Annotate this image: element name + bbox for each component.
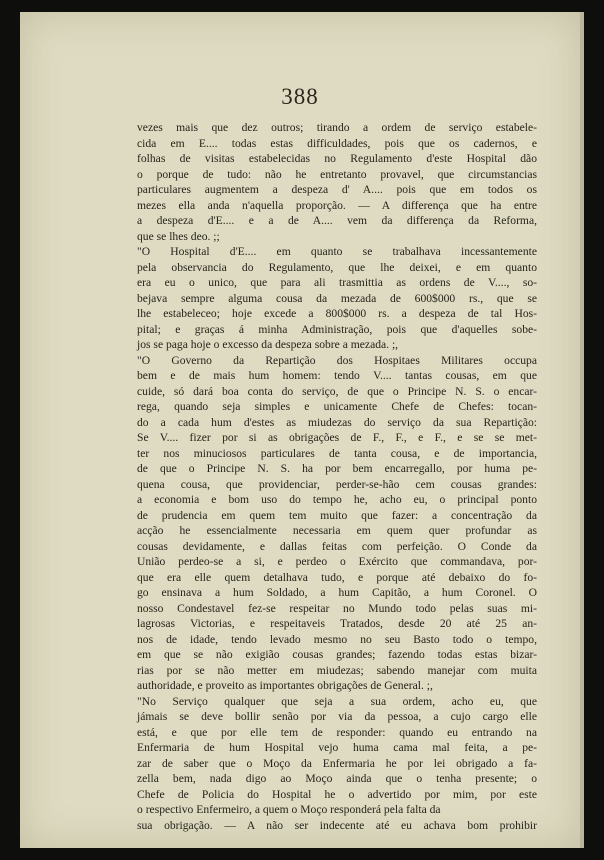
text-line: que se lhes deo. ;;	[137, 229, 220, 243]
text-line: que era elle quem detalhava tudo, e porque até debaixo do fo-	[137, 570, 537, 584]
text-line: authoridade, e proveito as importantes obrigações de General. ;,	[137, 679, 433, 692]
text-line: lhe estabeleceo; hoje excede a 800$000 rs. a despeza de tal Hos-	[137, 307, 537, 320]
text-line: sua obrigação. — A não ser indecente até eu achava bom prohibir	[137, 818, 537, 832]
text-line: cida em E.... todas estas difficuldades, pois que os cadernos, e	[137, 136, 537, 150]
text-line: do a cada hum d'estes as miudezas do serviço da sua Repartição:	[137, 415, 537, 429]
text-line: Chefe de Policia do Hospital he o advertido por mim, por este	[137, 787, 537, 801]
text-line: era eu o unico, que para ali trasmittia as ordens de V...., so-	[137, 276, 537, 289]
text-line: go ensinava a hum Soldado, a hum Capitão, a hum Coronel. O	[137, 586, 537, 599]
text-line: de prudencia em quem tem muito que fazer: a concentração da	[137, 508, 537, 522]
text-line: a economia e bom uso do tempo he, acho eu, o principal ponto	[137, 493, 537, 506]
text-line: lagrosas Victorias, e respeitaveis Tratados, desde 20 até 25 an-	[137, 617, 537, 630]
text-line: zar de saber que o Moço da Enfermaria he por lei obrigado a fa-	[137, 756, 537, 770]
text-line: nos de idade, tendo levado mesmo no seu Basto todo o tempo,	[137, 632, 537, 646]
text-line: mezes ella anda n'aquella proporção. — A differença que ha entre	[137, 198, 537, 212]
text-line: Se V.... fizer por si as obrigações de F., F., e F., e se se met-	[137, 431, 537, 444]
text-line: zella bem, nada digo ao Moço ainda que o tenha presente; o	[137, 772, 537, 785]
text-line: quena cousa, que providenciar, perder-se-hão cem cousas grandes:	[137, 477, 537, 491]
text-line: pital; e graças á minha Administração, pois que d'aquelles sobe-	[137, 322, 537, 336]
text-line: "O Hospital d'E.... em quanto se trabalhava incessantemente	[137, 245, 537, 258]
text-line: pela observancia do Regulamento, que lhe deixei, e em quanto	[137, 260, 537, 274]
text-line: de que o Principe N. S. ha por bem encarregallo, por huma pe-	[137, 462, 537, 475]
book-page	[20, 12, 580, 848]
text-line: rega, quando seja simples e unicamente Chefe de Chefes: tocan-	[137, 400, 537, 413]
text-line: o porque de tudo: não he entretanto provavel, que circumstancias	[137, 167, 537, 181]
page-edge	[580, 12, 584, 848]
text-line: União perdeo-se a si, e perdeo o Exército que commandava, por-	[137, 555, 537, 568]
text-line: particulares augmentem a despeza d' A.... pois que em todos os	[137, 183, 537, 196]
text-line: acção he essencialmente necessaria em quem quer profundar as	[137, 524, 537, 537]
text-line: bejava sempre alguma cousa da mezada de 600$000 rs., que se	[137, 291, 537, 305]
text-line: "O Governo da Repartição dos Hospitaes Militares occupa	[137, 353, 537, 367]
text-line: em que se não exigião cousas grandes; fazendo todas estas bizar-	[137, 648, 537, 661]
text-line: está, e que por elle tem de responder: quando eu entrando na	[137, 725, 537, 739]
text-line: jámais se deve bollir senão por via da pessoa, a cujo cargo elle	[137, 710, 537, 723]
text-line: o respectivo Enfermeiro, a quem o Moço responderá pela falta da	[137, 803, 441, 816]
text-line: "No Serviço qualquer que seja a sua ordem, acho eu, que	[137, 694, 537, 708]
page-number: 388	[281, 84, 319, 109]
text-line: bem e de mais hum homem: tendo V.... tantas cousas, em que	[137, 369, 537, 382]
text-line: cousas devidamente, e dallas feitas com perfeição. O Conde da	[137, 539, 537, 553]
text-line: vezes mais que dez outros; tirando a ordem de serviço estabele-	[137, 121, 537, 134]
text-line: Enfermaria de hum Hospital vejo huma cama mal feita, a pe-	[137, 741, 537, 754]
text-line: nosso Condestavel fez-se respeitar no Mundo todo pelas suas mi-	[137, 601, 537, 615]
text-line: folhas de visitas estabelecidas no Regulamento d'este Hospital dão	[137, 152, 537, 165]
text-line: a despeza d'E.... e a de A.... vem da differença da Reforma,	[137, 214, 537, 227]
text-line: cuide, só dará boa conta do serviço, de que o Principe N. S. o encar-	[137, 384, 537, 398]
text-line: rias por se não metter em miudezas; sabendo manejar com muita	[137, 663, 537, 677]
text-line: jos se paga hoje o excesso da despeza sobre a mezada. ;,	[137, 338, 399, 351]
body-text	[137, 120, 537, 833]
text-line: ter nos minuciosos particulares de tanta cousa, e de importancia,	[137, 446, 537, 460]
